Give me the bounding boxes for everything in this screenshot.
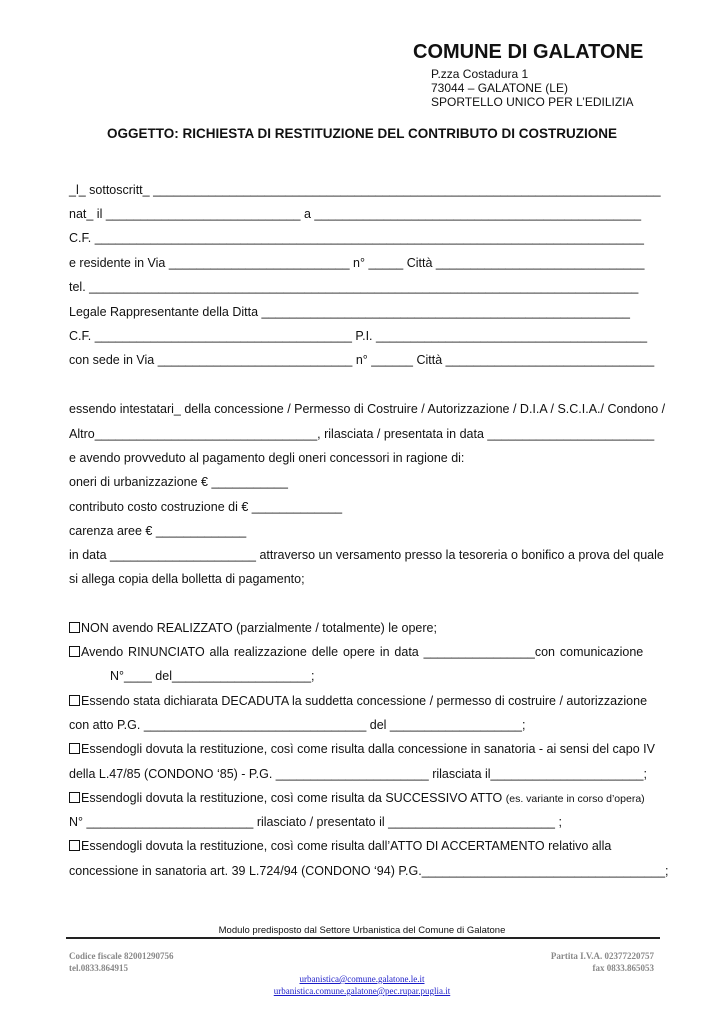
option-condono-85[interactable]: Essendogli dovuta la restituzione, così come risulta dalla concessione in sanatoria - ai sensi del capo IV <box>69 742 655 756</box>
checkbox-icon[interactable] <box>69 695 80 706</box>
field-condono-94-pg[interactable]: concessione in sanatoria art. 39 L.724/94 (CONDONO ‘94) P.G.___________________________________; <box>69 864 669 878</box>
checkbox-icon[interactable] <box>69 743 80 754</box>
field-telefono[interactable]: tel. _______________________________________________________________________________ <box>69 280 639 294</box>
option-non-realizzato[interactable]: NON avendo REALIZZATO (parzialmente / totalmente) le opere; <box>69 621 437 635</box>
option-rinunciato[interactable]: Avendo RINUNCIATO alla realizzazione delle opere in data ________________con comunicazione <box>69 645 643 659</box>
footer-divider <box>66 937 660 939</box>
checkbox-icon[interactable] <box>69 840 80 851</box>
field-oneri-urbanizzazione[interactable]: oneri di urbanizzazione € ___________ <box>69 475 288 489</box>
field-codice-fiscale[interactable]: C.F. _______________________________________________________________________________ <box>69 231 644 245</box>
municipality-title: COMUNE DI GALATONE <box>413 41 644 63</box>
checkbox-icon[interactable] <box>69 646 80 657</box>
footer-fax: fax 0833.865053 <box>592 963 654 973</box>
footer-codice-fiscale: Codice fiscale 82001290756 <box>69 951 174 961</box>
field-carenza-aree[interactable]: carenza aree € _____________ <box>69 524 247 538</box>
field-atto-pg[interactable]: con atto P.G. ________________________________ del ___________________; <box>69 718 526 732</box>
address-street: P.zza Costadura 1 <box>431 67 529 81</box>
footer-partita-iva: Partita I.V.A. 02377220757 <box>550 951 654 961</box>
field-successivo-atto-numero[interactable]: N° ________________________ rilasciato / presentato il ________________________ ; <box>69 815 562 829</box>
field-contributo-costo[interactable]: contributo costo costruzione di € _____________ <box>69 500 343 514</box>
field-residenza[interactable]: e residente in Via __________________________ n° _____ Città ______________________________ <box>69 256 645 270</box>
field-altro-data[interactable]: Altro________________________________, rilasciata / presentata in data ________________________ <box>69 427 655 441</box>
field-sede-ditta[interactable]: con sede in Via ____________________________ n° ______ Città ______________________________ <box>69 353 655 367</box>
field-data-versamento[interactable]: in data _____________________ attraverso un versamento presso la tesoreria o bonifico a prova del quale <box>69 548 664 562</box>
footer-pec-link[interactable]: urbanistica.comune.galatone@pec.rupar.puglia.it <box>273 986 451 996</box>
text-intestatari: essendo intestatari_ della concessione / Permesso di Costruire / Autorizzazione / D.I.A / S.C.I.A./ Condono / <box>69 402 666 416</box>
field-nato-il[interactable]: nat_ il ____________________________ a _______________________________________________ <box>69 207 642 221</box>
option-successivo-atto[interactable]: Essendogli dovuta la restituzione, così come risulta da SUCCESSIVO ATTO (es. variante in corso d’opera) <box>69 791 645 805</box>
field-condono-85-pg[interactable]: della L.47/85 (CONDONO ‘85) - P.G. ______________________ rilasciata il______________________; <box>69 767 647 781</box>
field-comunicazione-numero[interactable]: N°____ del____________________; <box>110 669 315 683</box>
footer-note: Modulo predisposto dal Settore Urbanistica del Comune di Galatone <box>218 925 506 936</box>
option-atto-accertamento[interactable]: Essendogli dovuta la restituzione, così come risulta dall’ATTO DI ACCERTAMENTO relativo alla <box>69 839 611 853</box>
checkbox-icon[interactable] <box>69 622 80 633</box>
text-pagamento-oneri: e avendo provveduto al pagamento degli oneri concessori in ragione di: <box>69 451 465 465</box>
checkbox-icon[interactable] <box>69 792 80 803</box>
address-office: SPORTELLO UNICO PER L’EDILIZIA <box>431 95 634 109</box>
footer-telefono: tel.0833.864915 <box>69 963 128 973</box>
text-allega-bolletta: si allega copia della bolletta di pagamento; <box>69 572 305 586</box>
subject-heading: OGGETTO: RICHIESTA DI RESTITUZIONE DEL CONTRIBUTO DI COSTRUZIONE <box>106 126 617 141</box>
address-city: 73044 – GALATONE (LE) <box>431 81 568 95</box>
option-decaduta[interactable]: Essendo stata dichiarata DECADUTA la suddetta concessione / permesso di costruire / autorizzazione <box>69 694 647 708</box>
field-legale-rappresentante[interactable]: Legale Rappresentante della Ditta _____________________________________________________ <box>69 305 630 319</box>
field-sottoscritto[interactable]: _l_ sottoscritt_ _________________________________________________________________________ <box>69 183 661 197</box>
footer-email-link[interactable]: urbanistica@comune.galatone.le.it <box>299 974 425 984</box>
field-cf-piva-ditta[interactable]: C.F. _____________________________________ P.I. _______________________________________ <box>69 329 648 343</box>
